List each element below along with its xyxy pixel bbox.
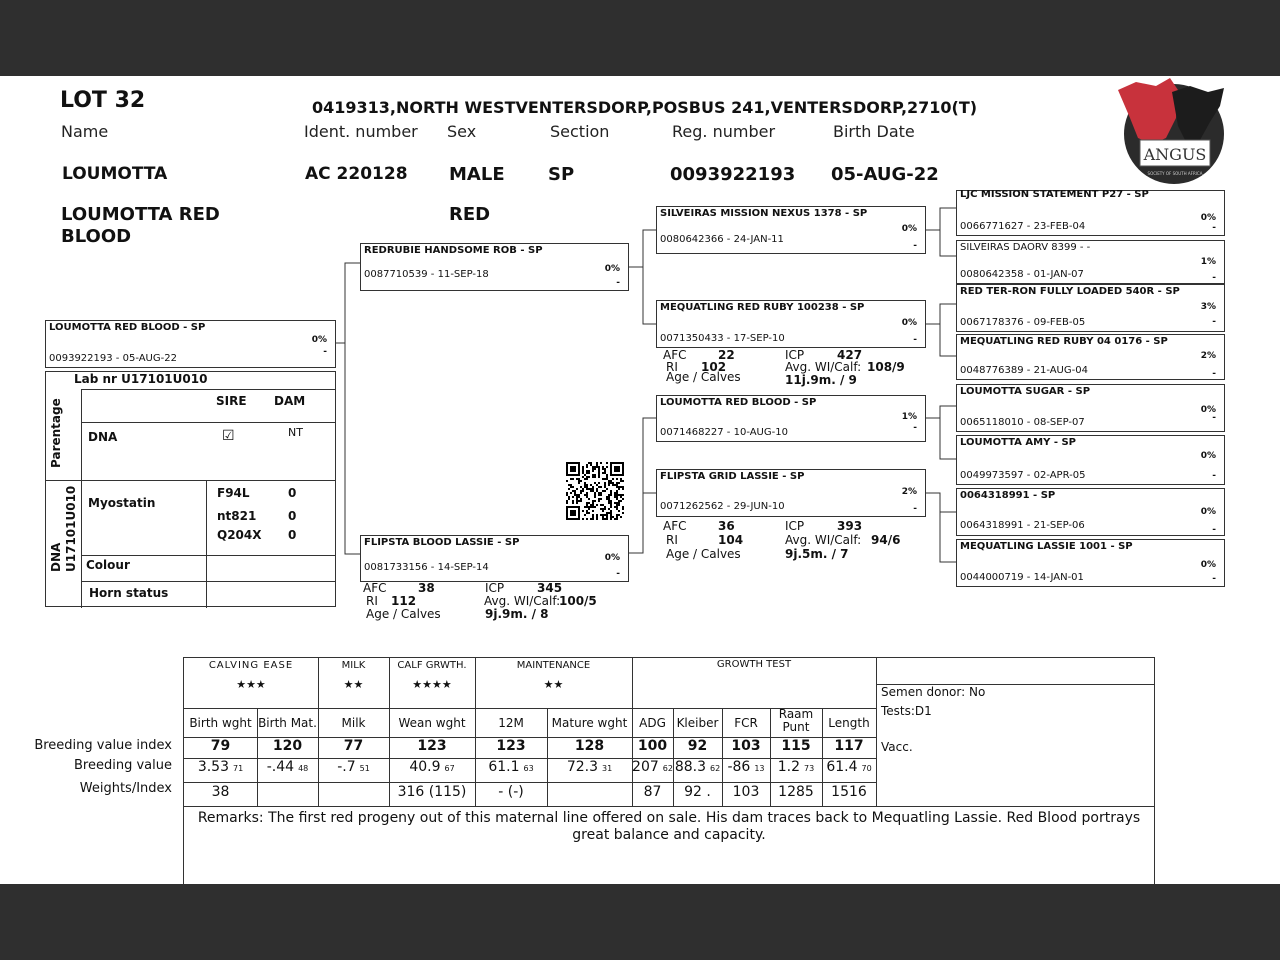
gp1-afc: 22 (718, 348, 735, 362)
gp-dash-4: - (913, 504, 917, 514)
dam-box (360, 535, 629, 582)
bv-cell-9 (770, 759, 822, 775)
animal-name: LOUMOTTA (62, 164, 168, 184)
sire-pct: 0% (604, 264, 620, 274)
gp-reg-3: 0071468227 - 10-AUG-10 (660, 427, 788, 438)
index-value-5: 128 (574, 738, 605, 754)
animal-colour: RED (449, 204, 491, 225)
index-value-7: 92 (687, 738, 708, 754)
gp-box-1 (656, 206, 926, 254)
gp2-avg-label: Avg. WI/Calf: (785, 533, 862, 547)
certificate-page (0, 76, 1280, 884)
gp2-age: 9j.5m. / 7 (785, 547, 849, 561)
animal-full-name-2: BLOOD (61, 226, 132, 247)
col-header-5: Mature wght (551, 716, 628, 730)
gp1-age-label: Age / Calves (666, 370, 741, 384)
gp-dash-1: - (913, 241, 917, 251)
dam-name: FLIPSTA BLOOD LASSIE - SP (364, 537, 520, 548)
index-value-10: 117 (834, 738, 864, 754)
sire-box (360, 243, 629, 291)
lab-horn-label: Horn status (89, 586, 169, 600)
header-reg: Reg. number (672, 122, 776, 141)
col-header-6: ADG (639, 716, 666, 730)
gp2-ri-label: RI (666, 533, 678, 547)
performance-table (183, 657, 1155, 884)
bv-value-1: -.44 (266, 759, 295, 775)
ggp-dash-8: - (1212, 574, 1216, 584)
subject-pct: 0% (311, 335, 327, 345)
bv-cell-8 (722, 759, 770, 775)
ggp-box-7 (956, 488, 1225, 536)
ggp-box-1 (956, 190, 1225, 236)
ggp-name-6: LOUMOTTA AMY - SP (960, 437, 1076, 448)
ggp-name-2: SILVEIRAS DAORV 8399 - - (960, 242, 1091, 253)
index-value-1: 120 (272, 738, 303, 754)
row-label-bv: Breeding value (74, 758, 172, 773)
dam-avg-label: Avg. WI/Calf: (484, 594, 561, 608)
gp2-icp: 393 (837, 519, 863, 533)
sire-name: REDRUBIE HANDSOME ROB - SP (364, 245, 543, 256)
dam-dash: - (616, 569, 620, 579)
bv-cell-3 (389, 759, 475, 775)
gp1-icp-label: ICP (785, 348, 805, 362)
ggp-reg-5: 0065118010 - 08-SEP-07 (960, 417, 1085, 428)
bv-value-5: 72.3 (566, 759, 598, 775)
animal-ident: AC 220128 (305, 164, 408, 184)
dna-dam-value: NT (288, 426, 303, 439)
angus-logo (1116, 78, 1228, 186)
bv-cell-1 (257, 759, 318, 775)
bv-value-8: -86 (727, 759, 751, 775)
bv-accuracy-1: 48 (298, 764, 309, 773)
ggp-dash-6: - (1212, 471, 1216, 481)
ggp-name-4: MEQUATLING RED RUBY 04 0176 - SP (960, 336, 1168, 347)
stars-milk-icon: ★★ (343, 678, 364, 691)
bv-cell-7 (673, 759, 722, 775)
dam-ri-label: RI (366, 594, 378, 608)
animal-reg: 0093922193 (670, 164, 796, 185)
semen-donor: Semen donor: No (881, 685, 986, 699)
col-header-9: Raam Punt (778, 707, 814, 734)
col-header-2: Milk (341, 716, 366, 730)
weight-value-6: 87 (643, 784, 662, 800)
weight-value-7: 92 . (684, 784, 711, 800)
ggp-dash-1: - (1212, 223, 1216, 233)
header-ident: Ident. number (304, 122, 418, 141)
ggp-name-8: MEQUATLING LASSIE 1001 - SP (960, 541, 1133, 552)
index-value-2: 77 (343, 738, 364, 754)
qr-code (562, 462, 628, 520)
row-label-weights: Weights/Index (79, 781, 172, 796)
bv-value-4: 61.1 (488, 759, 520, 775)
ggp-reg-7: 0064318991 - 21-SEP-06 (960, 520, 1085, 531)
gp-dash-2: - (913, 335, 917, 345)
gp-name-3: LOUMOTTA RED BLOOD - SP (660, 397, 817, 408)
bv-value-10: 61.4 (826, 759, 858, 775)
bv-value-3: 40.9 (409, 759, 441, 775)
lab-colour-label: Colour (86, 558, 130, 572)
gp-pct-4: 2% (901, 487, 917, 497)
lab-parentage-label: Parentage (49, 398, 63, 468)
myo-val-2: 0 (288, 509, 297, 523)
lab-title: Lab nr U17101U010 (74, 372, 208, 386)
gp-dash-3: - (913, 423, 917, 433)
group-milk: MILK (341, 660, 366, 671)
bv-accuracy-8: 13 (754, 764, 765, 773)
myo-val-1: 0 (288, 486, 297, 500)
gp1-age: 11j.9m. / 9 (785, 373, 857, 387)
bv-value-7: 88.3 (674, 759, 706, 775)
gp2-avg: 94/6 (871, 533, 901, 547)
col-header-3: Wean wght (398, 716, 466, 730)
sire-reg: 0087710539 - 11-SEP-18 (364, 269, 489, 280)
myo-key-1: F94L (217, 486, 250, 500)
gp1-afc-label: AFC (663, 348, 687, 362)
ggp-box-3 (956, 284, 1225, 332)
lab-myostatin-label: Myostatin (88, 496, 156, 510)
subject-dash: - (323, 347, 327, 357)
header-section: Section (550, 122, 610, 141)
gp1-icp: 427 (837, 348, 863, 362)
gp2-age-label: Age / Calves (666, 547, 741, 561)
owner-address: 0419313,NORTH WESTVENTERSDORP,POSBUS 241,VENTERSDORP,2710(T) (312, 98, 978, 117)
animal-section: SP (548, 164, 575, 185)
header-sex: Sex (447, 122, 477, 141)
gp-reg-4: 0071262562 - 29-JUN-10 (660, 501, 785, 512)
ggp-dash-7: - (1212, 525, 1216, 535)
gp1-ri-label: RI (666, 360, 678, 374)
ggp-dash-2: - (1212, 273, 1216, 283)
ggp-pct-1: 0% (1200, 213, 1216, 223)
gp1-avg: 108/9 (867, 360, 905, 374)
gp-box-2 (656, 300, 926, 348)
weight-value-4: - (-) (498, 784, 524, 800)
ggp-dash-5: - (1212, 413, 1216, 423)
col-header-1: Birth Mat. (258, 716, 317, 730)
dam-age: 9j.9m. / 8 (485, 607, 549, 621)
ggp-box-2 (956, 240, 1225, 284)
ggp-name-7: 0064318991 - SP (960, 490, 1056, 501)
dam-afc: 38 (418, 581, 435, 595)
lab-sire-header: SIRE (216, 394, 247, 408)
col-header-0: Birth wght (189, 716, 252, 730)
weight-value-0: 38 (211, 784, 230, 800)
bv-value-2: -.7 (337, 759, 356, 775)
vacc: Vacc. (881, 740, 913, 754)
stars-calving-icon: ★★★ (236, 678, 266, 691)
weight-value-10: 1516 (831, 784, 867, 800)
ggp-pct-2: 1% (1200, 257, 1216, 267)
ggp-pct-3: 3% (1200, 302, 1216, 312)
ggp-box-4 (956, 334, 1225, 380)
gp2-ri: 104 (718, 533, 744, 547)
bv-cell-6 (632, 759, 673, 775)
group-calf: CALF GRWTH. (397, 660, 467, 671)
gp-box-4 (656, 469, 926, 517)
dam-ri: 112 (391, 594, 417, 608)
ggp-box-8 (956, 539, 1225, 587)
gp-name-4: FLIPSTA GRID LASSIE - SP (660, 471, 805, 482)
ggp-pct-8: 0% (1200, 560, 1216, 570)
animal-full-name-1: LOUMOTTA RED (61, 204, 220, 225)
ggp-pct-7: 0% (1200, 507, 1216, 517)
dam-avg: 100/5 (559, 594, 597, 608)
col-header-8: FCR (734, 716, 758, 730)
lot-number: LOT 32 (60, 88, 146, 113)
ggp-reg-2: 0080642358 - 01-JAN-07 (960, 269, 1084, 280)
ggp-name-1: LJC MISSION STATEMENT P27 - SP (960, 189, 1149, 200)
dam-icp-label: ICP (485, 581, 505, 595)
index-value-6: 100 (637, 738, 668, 754)
ggp-reg-6: 0049973597 - 02-APR-05 (960, 470, 1086, 481)
stars-maint-icon: ★★ (543, 678, 564, 691)
lab-dna-side-id: U17101U010 (64, 485, 78, 572)
index-value-9: 115 (781, 738, 811, 754)
gp2-afc-label: AFC (663, 519, 687, 533)
ggp-pct-4: 2% (1200, 351, 1216, 361)
lab-dna-label: DNA (88, 430, 118, 444)
myo-val-3: 0 (288, 528, 297, 542)
weight-value-3: 316 (115) (397, 784, 467, 800)
bv-cell-0 (184, 759, 257, 775)
bv-cell-5 (547, 759, 632, 775)
ggp-name-3: RED TER-RON FULLY LOADED 540R - SP (960, 286, 1180, 297)
bv-accuracy-10: 70 (861, 764, 872, 773)
dna-sire-check-icon: ☑ (222, 428, 235, 444)
bv-accuracy-7: 62 (709, 764, 721, 773)
ggp-box-6 (956, 435, 1225, 485)
gp-reg-2: 0071350433 - 17-SEP-10 (660, 333, 785, 344)
gp2-afc: 36 (718, 519, 735, 533)
ggp-name-5: LOUMOTTA SUGAR - SP (960, 386, 1091, 397)
remarks: Remarks: The first red progeny out of this maternal line offered on sale. His dam traces back to Mequatling Lassie. Red Blood portrays great balance and capacity. (197, 810, 1141, 843)
ggp-dash-3: - (1212, 317, 1216, 327)
bv-value-6: 207 (632, 759, 659, 775)
dam-reg: 0081733156 - 14-SEP-14 (364, 562, 489, 573)
stars-calf-icon: ★★★★ (412, 678, 452, 691)
subject-pedigree-box (45, 320, 336, 368)
dam-afc-label: AFC (363, 581, 387, 595)
gp2-icp-label: ICP (785, 519, 805, 533)
logo-text: ANGUS (1143, 145, 1207, 164)
animal-sex: MALE (449, 164, 505, 185)
header-birth: Birth Date (833, 122, 915, 141)
ggp-dash-4: - (1212, 369, 1216, 379)
animal-birth: 05-AUG-22 (831, 164, 939, 185)
lab-dna-side-label: DNA (49, 542, 63, 572)
bv-accuracy-2: 51 (359, 764, 370, 773)
ggp-reg-8: 0044000719 - 14-JAN-01 (960, 572, 1084, 583)
lab-dam-header: DAM (274, 394, 306, 408)
col-header-4: 12M (498, 716, 524, 730)
bv-cell-4 (475, 759, 547, 775)
group-growth: GROWTH TEST (716, 659, 792, 670)
bv-accuracy-0: 71 (232, 764, 244, 773)
subject-reg: 0093922193 - 05-AUG-22 (49, 353, 177, 364)
ggp-pct-6: 0% (1200, 451, 1216, 461)
ggp-reg-1: 0066771627 - 23-FEB-04 (960, 221, 1086, 232)
bv-accuracy-6: 62 (662, 764, 673, 773)
gp-box-3 (656, 395, 926, 442)
gp1-avg-label: Avg. WI/Calf: (785, 360, 862, 374)
index-value-3: 123 (417, 738, 447, 754)
bv-value-9: 1.2 (777, 759, 801, 775)
gp-name-1: SILVEIRAS MISSION NEXUS 1378 - SP (660, 208, 868, 219)
group-maint: MAINTENANCE (516, 660, 591, 671)
group-calving: CALVING EASE (208, 660, 294, 671)
sire-dash: - (616, 278, 620, 288)
col-header-10: Length (828, 716, 870, 730)
gp-name-2: MEQUATLING RED RUBY 100238 - SP (660, 302, 865, 313)
index-value-0: 79 (210, 738, 231, 754)
subject-name: LOUMOTTA RED BLOOD - SP (49, 322, 206, 333)
index-value-8: 103 (731, 738, 761, 754)
gp-pct-1: 0% (901, 224, 917, 234)
gp-pct-2: 0% (901, 318, 917, 328)
ggp-box-5 (956, 384, 1225, 432)
dam-icp: 345 (537, 581, 563, 595)
myo-key-2: nt821 (217, 509, 257, 523)
tests: Tests:D1 (881, 704, 932, 718)
ggp-reg-4: 0048776389 - 21-AUG-04 (960, 365, 1088, 376)
ggp-pct-5: 0% (1200, 405, 1216, 415)
index-value-4: 123 (496, 738, 526, 754)
dam-pct: 0% (604, 553, 620, 563)
lab-box (45, 371, 336, 607)
bv-value-0: 3.53 (197, 759, 229, 775)
logo-subtext: SOCIETY OF SOUTH AFRICA (1147, 171, 1203, 176)
row-label-index: Breeding value index (34, 738, 172, 753)
bv-accuracy-3: 67 (444, 764, 455, 773)
gp1-ri: 102 (701, 360, 727, 374)
weight-value-8: 103 (732, 784, 760, 800)
gp-pct-3: 1% (901, 412, 917, 422)
myo-key-3: Q204X (217, 528, 262, 542)
gp-reg-1: 0080642366 - 24-JAN-11 (660, 234, 784, 245)
bv-cell-2 (318, 759, 389, 775)
header-name: Name (61, 122, 109, 141)
bv-accuracy-5: 31 (601, 764, 613, 773)
weight-value-9: 1285 (778, 784, 814, 800)
bv-accuracy-4: 63 (523, 764, 534, 773)
ggp-reg-3: 0067178376 - 09-FEB-05 (960, 317, 1086, 328)
bv-cell-10 (822, 759, 876, 775)
dam-age-label: Age / Calves (366, 607, 441, 621)
col-header-7: Kleiber (676, 716, 719, 730)
bv-accuracy-9: 73 (804, 764, 815, 773)
